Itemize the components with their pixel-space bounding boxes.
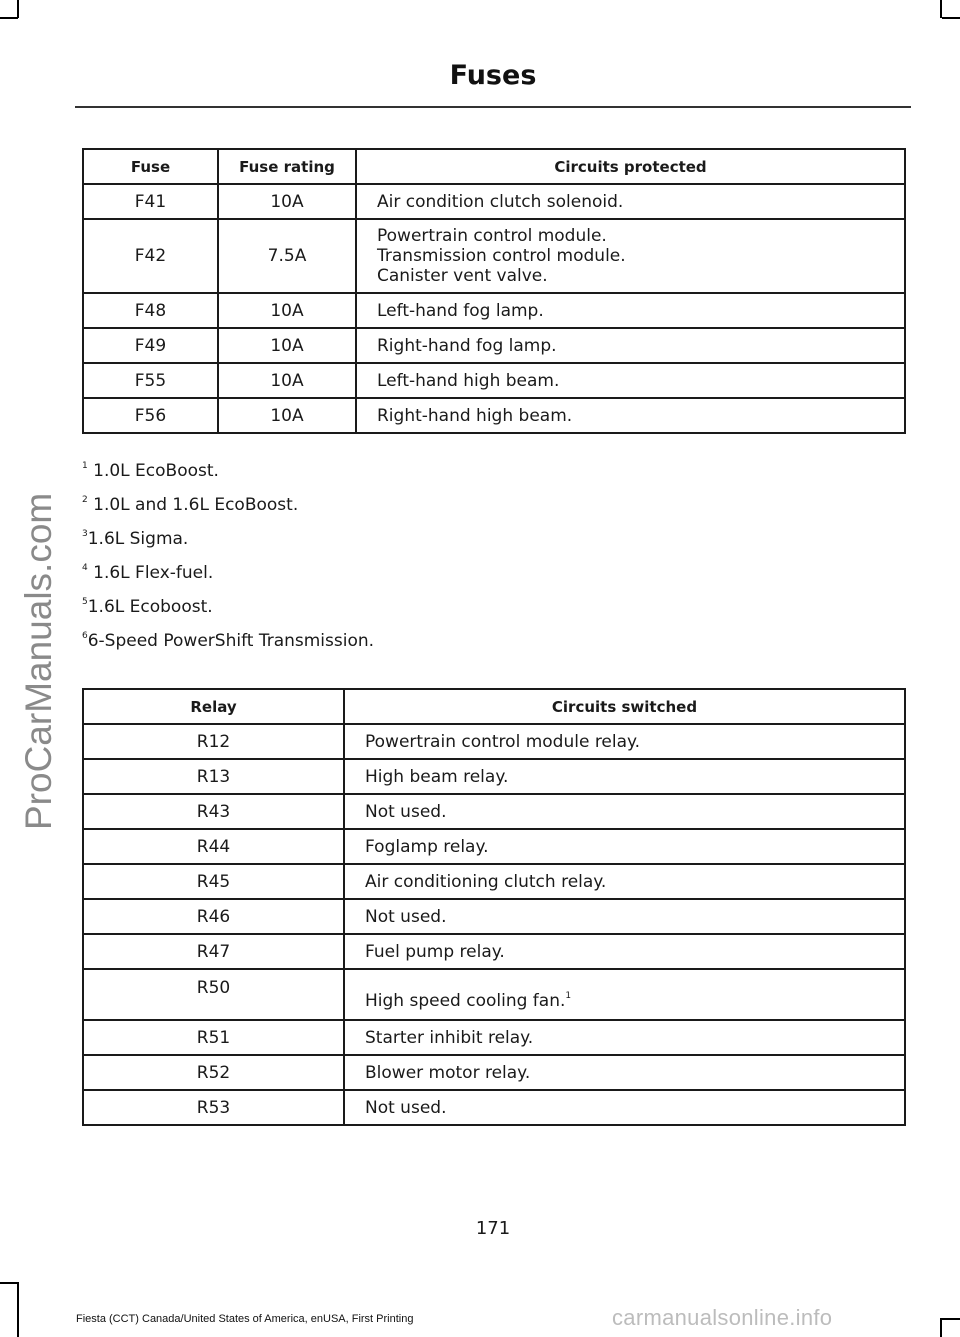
fuse-rating: 10A <box>218 293 356 328</box>
table-row <box>83 1055 905 1090</box>
table-row <box>83 363 905 398</box>
side-watermark: ProCarManuals.com <box>18 492 59 830</box>
circuit-text: Transmission control module. <box>377 246 626 266</box>
circuits-switched-header: Circuits switched <box>344 689 905 724</box>
footnote-text: 1.6L Ecoboost. <box>87 597 213 617</box>
footnote-mark: 5 <box>82 597 88 607</box>
circuit-text: Right-hand high beam. <box>356 398 905 433</box>
circuit-text: Left-hand fog lamp. <box>356 293 905 328</box>
relay-id: R46 <box>83 899 344 934</box>
crop-mark <box>940 1318 942 1337</box>
crop-mark <box>942 17 960 19</box>
fuse-rating: 10A <box>218 184 356 219</box>
circuit-text: Canister vent valve. <box>377 266 548 286</box>
footnotes <box>82 455 374 659</box>
relay-id: R12 <box>83 724 344 759</box>
table-row <box>83 293 905 328</box>
relay-id: R13 <box>83 759 344 794</box>
footnote <box>82 455 374 489</box>
circuit-cell <box>344 969 905 1020</box>
footnote <box>82 489 374 523</box>
relay-id: R53 <box>83 1090 344 1125</box>
footer-text: Fiesta (CCT) Canada/United States of America, enUSA, First Printing <box>76 1313 414 1325</box>
relay-id: R51 <box>83 1020 344 1055</box>
footnote-mark: 2 <box>82 495 88 505</box>
circuit-text: Not used. <box>344 794 905 829</box>
footnote-mark: 4 <box>82 563 88 573</box>
footnote-text: 1.6L Flex-fuel. <box>87 563 214 583</box>
footnote-mark: 1 <box>82 461 88 471</box>
table-row <box>83 759 905 794</box>
fuse-rating: 10A <box>218 398 356 433</box>
fuse-id: F56 <box>83 398 218 433</box>
fuse-id: F49 <box>83 328 218 363</box>
circuit-text: Powertrain control module relay. <box>344 724 905 759</box>
table-row <box>83 1090 905 1125</box>
crop-mark <box>942 1318 960 1320</box>
circuit-text: Air condition clutch solenoid. <box>356 184 905 219</box>
relay-table <box>82 688 906 1126</box>
page-title: Fuses <box>449 60 537 91</box>
circuit-text: Fuel pump relay. <box>344 934 905 969</box>
circuits-protected-header: Circuits protected <box>356 149 905 184</box>
circuit-text: Air conditioning clutch relay. <box>344 864 905 899</box>
footer-watermark: carmanualsonline.info <box>612 1305 833 1330</box>
footnote-mark: 1 <box>565 991 572 1001</box>
circuit-text: Powertrain control module. <box>377 226 607 246</box>
circuit-text: Starter inhibit relay. <box>344 1020 905 1055</box>
table-row <box>83 794 905 829</box>
fuse-table <box>82 148 906 434</box>
fuse-id: F41 <box>83 184 218 219</box>
fuse-id: F48 <box>83 293 218 328</box>
fuse-rating: 10A <box>218 328 356 363</box>
crop-mark <box>0 1282 18 1284</box>
circuit-text: Right-hand fog lamp. <box>356 328 905 363</box>
table-row <box>83 328 905 363</box>
footnote <box>82 557 374 591</box>
circuit-text: Left-hand high beam. <box>356 363 905 398</box>
table-row <box>83 184 905 219</box>
fuse-id: F55 <box>83 363 218 398</box>
table-row <box>83 398 905 433</box>
circuit-text: Blower motor relay. <box>344 1055 905 1090</box>
circuit-cell <box>356 219 905 293</box>
circuit-text: High speed cooling fan. <box>365 991 566 1011</box>
table-row <box>83 724 905 759</box>
title-divider <box>75 106 911 108</box>
relay-id: R44 <box>83 829 344 864</box>
fuse-id: F42 <box>83 219 218 293</box>
footnote <box>82 625 374 659</box>
relay-id: R45 <box>83 864 344 899</box>
footnote-mark: 6 <box>82 631 88 641</box>
table-row <box>83 829 905 864</box>
fuse-rating: 7.5A <box>218 219 356 293</box>
fuse-rating: 10A <box>218 363 356 398</box>
footnote-text: 1.0L and 1.6L EcoBoost. <box>87 495 299 515</box>
circuit-text: Foglamp relay. <box>344 829 905 864</box>
crop-mark <box>17 1282 19 1337</box>
footnote-text: 1.6L Sigma. <box>87 529 189 549</box>
table-row <box>83 969 905 1020</box>
relay-id: R52 <box>83 1055 344 1090</box>
relay-id: R50 <box>83 969 344 1020</box>
footnote-text: 6-Speed PowerShift Transmission. <box>87 631 375 651</box>
fuse-table-header <box>83 149 905 184</box>
relay-id: R47 <box>83 934 344 969</box>
circuit-text: Not used. <box>344 899 905 934</box>
fuse-header: Fuse <box>83 149 218 184</box>
circuit-text: Not used. <box>344 1090 905 1125</box>
crop-mark <box>17 0 19 18</box>
crop-mark <box>940 0 942 18</box>
relay-table-header <box>83 689 905 724</box>
relay-id: R43 <box>83 794 344 829</box>
table-row <box>83 934 905 969</box>
table-row <box>83 1020 905 1055</box>
table-row <box>83 899 905 934</box>
page-number: 171 <box>475 1218 511 1239</box>
footnote-text: 1.0L EcoBoost. <box>87 461 219 481</box>
table-row <box>83 864 905 899</box>
footnote-mark: 3 <box>82 529 88 539</box>
fuse-rating-header: Fuse rating <box>218 149 356 184</box>
relay-header: Relay <box>83 689 344 724</box>
footnote <box>82 591 374 625</box>
circuit-text: High beam relay. <box>344 759 905 794</box>
footnote <box>82 523 374 557</box>
crop-mark <box>0 17 18 19</box>
table-row <box>83 219 905 293</box>
